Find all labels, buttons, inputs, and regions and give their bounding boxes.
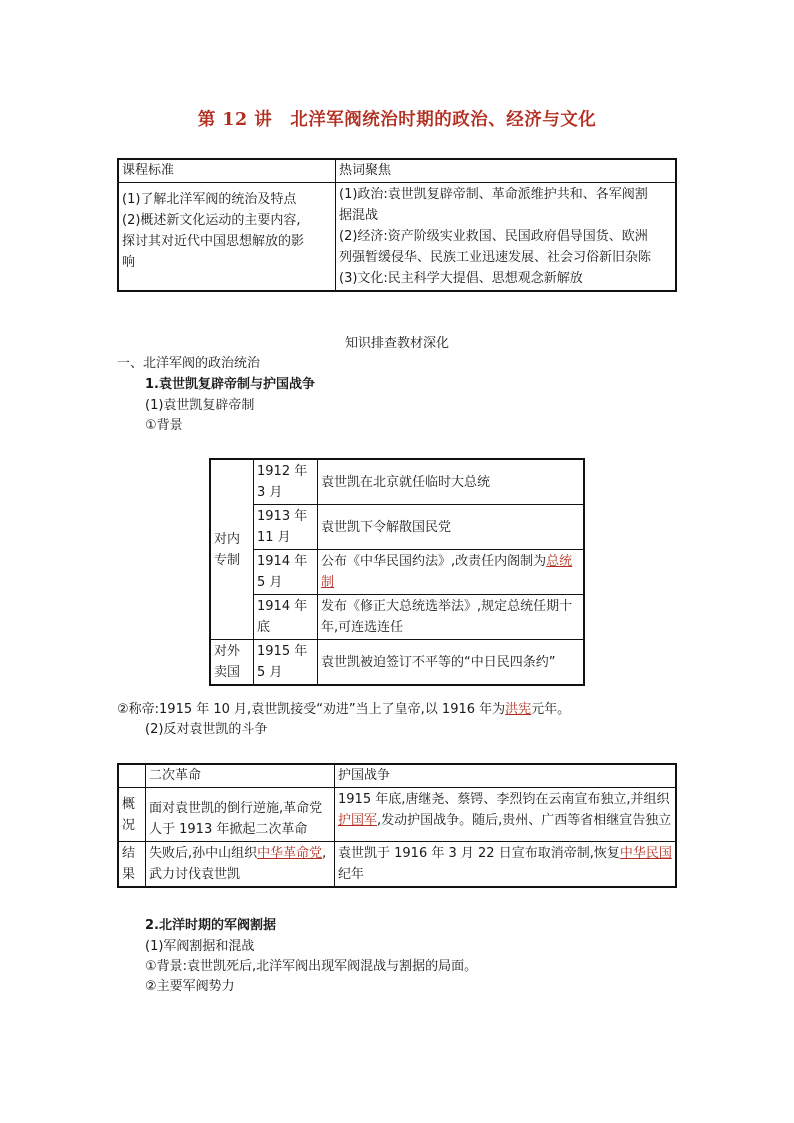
row-event: 袁世凯在北京就任临时大总统 [318, 459, 585, 505]
standards-col2-cell [336, 183, 677, 292]
overview-col2-text: ,发动护国战争。随后,贵州、广西等省相继宣告独立 [377, 813, 672, 828]
row-date: 1915 年 5 月 [254, 640, 318, 686]
row-label-result: 结果 [118, 842, 146, 888]
outline-point3: ①背景:袁世凯死后,北洋军阀出现军阀混战与割据的局面。 [145, 959, 478, 974]
highlight-term: 洪宪 [505, 702, 532, 717]
overview-col2-text: 1915 年底,唐继尧、蔡锷、李烈钧在云南宣布独立,并组织 [338, 792, 670, 807]
result-col2-text: 袁世凯于 1916 年 3 月 22 日宣布取消帝制,恢复 [338, 846, 620, 861]
standards-col2-line: (2)经济:资产阶级实业救国、民国政府倡导国货、欧洲 [339, 229, 648, 244]
row-event: 袁世凯被迫签订不平等的“中日民四条约” [318, 640, 585, 686]
section-heading: 知识排查教材深化 [344, 336, 449, 351]
standards-col1-cell [118, 183, 336, 292]
header-empty [118, 764, 146, 788]
result-col2-text: 纪年 [338, 867, 365, 882]
standards-col2-line: (3)文化:民主科学大提倡、思想观念新解放 [339, 271, 583, 286]
standards-col1-line: (2)概述新文化运动的主要内容, [122, 213, 301, 228]
highlight-term: 中华革命党 [257, 846, 323, 861]
point2-suffix: 元年。 [531, 702, 571, 717]
standards-header-col1: 课程标准 [118, 159, 336, 183]
standards-col2-line: (1)政治:袁世凯复辟帝制、革命派维护共和、各军阀割 [339, 187, 648, 202]
result-col1-text: 失败后,孙中山组织 [149, 846, 258, 861]
standards-header-col2: 热词聚焦 [336, 159, 677, 183]
background-table [209, 458, 585, 686]
row-event: 袁世凯下令解散国民党 [318, 505, 585, 550]
row-label-overview: 概况 [118, 788, 146, 842]
standards-col1-line: 探讨其对近代中国思想解放的影 [122, 234, 305, 249]
header-col1: 二次革命 [146, 764, 335, 788]
row-event [318, 550, 585, 595]
outline-point2 [117, 700, 570, 720]
outline-item2: 2.北洋时期的军阀割据 [145, 918, 276, 933]
standards-col1-line: (1)了解北洋军阀的统治及特点 [122, 192, 297, 207]
result-col1 [146, 842, 335, 888]
outline-point1: ①背景 [145, 418, 183, 433]
outline-sub3: (1)军阀割据和混战 [145, 939, 255, 954]
row-event: 发布《修正大总统选举法》,规定总统任期十年,可连选连任 [318, 595, 585, 640]
row-date: 1914 年底 [254, 595, 318, 640]
outline-part1: 一、北洋军阀的政治统治 [117, 356, 261, 371]
group-label-domestic: 对内专制 [210, 459, 254, 640]
standards-col2-line: 列强暂缓侵华、民族工业迅速发展、社会习俗新旧杂陈 [339, 250, 652, 265]
header-col2: 护国战争 [335, 764, 677, 788]
standards-table [117, 158, 677, 292]
outline-item1: 1.袁世凯复辟帝制与护国战争 [145, 377, 315, 392]
outline-sub2: (2)反对袁世凯的斗争 [145, 722, 268, 737]
highlight-term: 中华民国 [619, 846, 672, 861]
row-date: 1914 年 5 月 [254, 550, 318, 595]
highlight-term: 总统制 [321, 554, 573, 590]
outline-sub1: (1)袁世凯复辟帝制 [145, 398, 255, 413]
struggle-table [117, 763, 677, 888]
result-col2 [335, 842, 677, 888]
point2-text: ②称帝:1915 年 10 月,袁世凯接受“劝进”当上了皇帝,以 1916 年为 [117, 702, 506, 717]
row-date: 1912 年 3 月 [254, 459, 318, 505]
standards-col1-line: 响 [122, 255, 136, 270]
overview-col1: 面对袁世凯的倒行逆施,革命党人于 1913 年掀起二次革命 [146, 788, 335, 842]
highlight-term: 护国军 [338, 813, 378, 828]
standards-col2-line: 据混战 [339, 208, 379, 223]
row-event-text: 公布《中华民国约法》,改责任内阁制为 [321, 554, 547, 569]
overview-col2 [335, 788, 677, 842]
group-label-foreign: 对外卖国 [210, 640, 254, 686]
page-title: 第 12 讲 北洋军阀统治时期的政治、经济与文化 [197, 110, 597, 130]
outline-point4: ②主要军阀势力 [145, 979, 235, 994]
result-col1-text: ,武力讨伐袁世凯 [149, 846, 327, 882]
row-date: 1913 年 11 月 [254, 505, 318, 550]
